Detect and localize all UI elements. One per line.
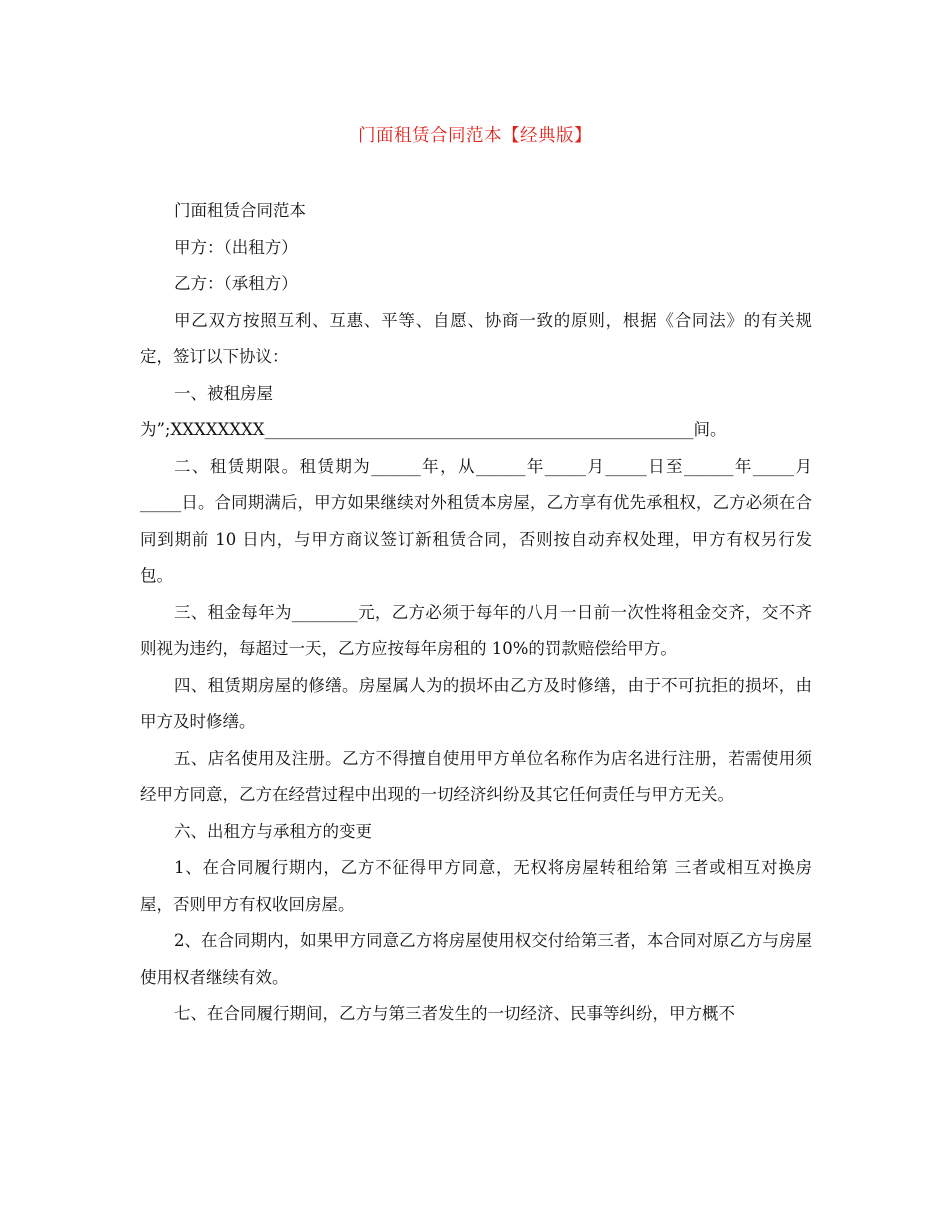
paragraph-clause-6-item-1: 1、在合同履行期内，乙方不征得甲方同意，无权将房屋转租给第 三者或相互对换房屋，否则甲方有权收回房屋。 (140, 858, 812, 914)
paragraph-preamble: 甲乙双方按照互利、互惠、平等、自愿、协商一致的原则，根据《合同法》的有关规定，签订以下协议： (140, 310, 812, 366)
paragraph-clause-1-detail: 为”;XXXXXXXX____________________________________________________间。 (140, 420, 727, 439)
paragraph-clause-6: 六、出租方与承租方的变更 (174, 821, 372, 841)
document-title: 门面租赁合同范本【经典版】 (358, 126, 592, 146)
paragraph-clause-1: 一、被租房屋 (174, 383, 273, 403)
paragraph-heading: 门面租赁合同范本 (174, 201, 306, 220)
paragraph-clause-2: 二、租赁期限。租赁期为______年，从______年_____月_____日至______年_____月_____日。合同期满后，甲方如果继续对外租赁本房屋，乙方享有优先承租权，乙方必须在合同到期前 10 日内，与甲方商议签订新租赁合同，否则按自动弃权处理，甲方有权另行发包。 (140, 456, 812, 585)
paragraph-party-a: 甲方：（出租方） (174, 237, 298, 257)
paragraph-clause-5: 五、店名使用及注册。乙方不得擅自使用甲方单位名称作为店名进行注册，若需使用须经甲方同意，乙方在经营过程中出现的一切经济纠纷及其它任何责任与甲方无关。 (140, 748, 812, 804)
paragraph-clause-6-item-2: 2、在合同期内，如果甲方同意乙方将房屋使用权交付给第三者，本合同对原乙方与房屋使用权者继续有效。 (140, 931, 812, 987)
document-body (140, 193, 812, 1033)
paragraph-party-b: 乙方：（承租方） (174, 274, 298, 293)
paragraph-clause-7: 七、在合同履行期间，乙方与第三者发生的一切经济、民事等纠纷，甲方概不 (174, 1004, 735, 1023)
paragraph-clause-3: 三、租金每年为________元，乙方必须于每年的八月一日前一次性将租金交齐，交不齐则视为违约，每超过一天，乙方应按每年房租的 10%的罚款赔偿给甲方。 (140, 602, 812, 658)
paragraph-clause-4: 四、租赁期房屋的修缮。房屋属人为的损坏由乙方及时修缮，由于不可抗拒的损坏，由甲方及时修缮。 (140, 675, 812, 731)
